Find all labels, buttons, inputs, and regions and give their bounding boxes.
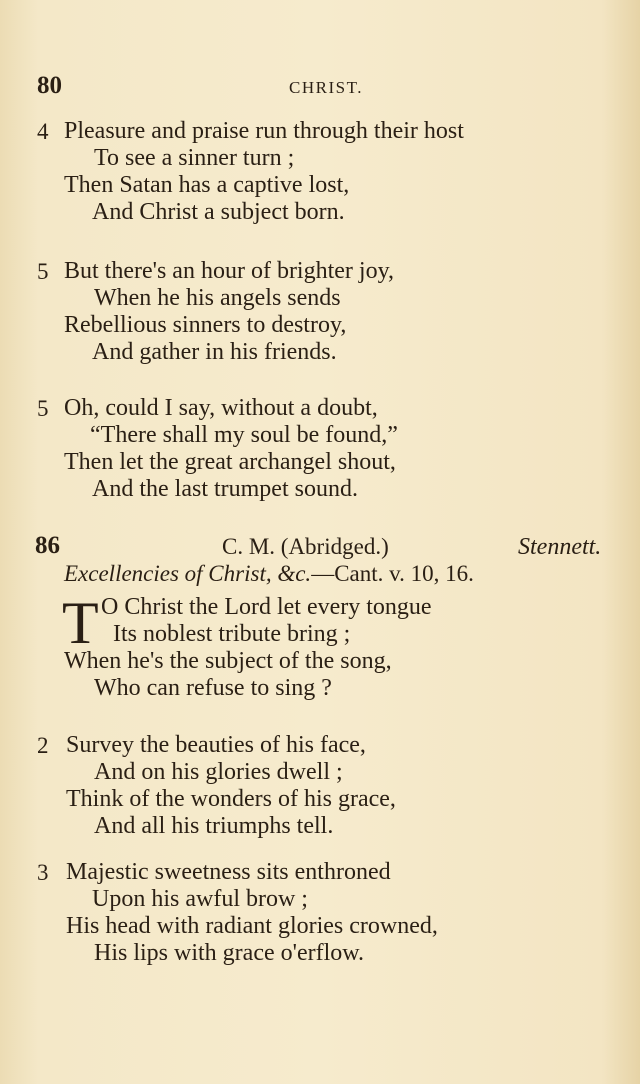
verse-line: Then let the great archangel shout, bbox=[64, 449, 396, 475]
verse-line: And all his triumphs tell. bbox=[94, 813, 334, 839]
verse-line: His head with radiant glories crowned, bbox=[66, 913, 438, 939]
verse-line: “There shall my soul be found,” bbox=[90, 422, 398, 448]
verse-line: When he's the subject of the song, bbox=[64, 648, 392, 674]
verse-line: Majestic sweetness sits enthroned bbox=[66, 859, 391, 885]
verse-line: But there's an hour of brighter joy, bbox=[64, 258, 395, 284]
verse-line: Oh, could I say, without a doubt, bbox=[64, 395, 378, 421]
drop-cap: T bbox=[62, 590, 99, 656]
verse-line: Upon his awful brow ; bbox=[92, 886, 308, 912]
verse-line: Think of the wonders of his grace, bbox=[66, 786, 396, 812]
verse-line: O Christ the Lord let every tongue bbox=[101, 594, 432, 620]
stanza-number: 4 bbox=[37, 119, 49, 144]
verse-line: When he his angels sends bbox=[94, 285, 341, 311]
hymn-number: 86 bbox=[35, 532, 60, 559]
verse-line: To see a sinner turn ; bbox=[94, 145, 295, 171]
scripture-reference: —Cant. v. 10, 16. bbox=[311, 561, 474, 586]
verse-line: Rebellious sinners to destroy, bbox=[64, 312, 347, 338]
stanza-number: 5 bbox=[37, 259, 49, 284]
subtitle-title: Excellencies of Christ, &c. bbox=[64, 561, 312, 586]
hymn-author: Stennett. bbox=[518, 534, 602, 560]
hymn-subtitle bbox=[64, 561, 474, 587]
verse-line: And Christ a subject born. bbox=[92, 199, 345, 225]
verse-line: His lips with grace o'erflow. bbox=[94, 940, 365, 966]
verse-line: Survey the beauties of his face, bbox=[66, 732, 366, 758]
verse-line: Then Satan has a captive lost, bbox=[64, 172, 350, 198]
stanza-number: 2 bbox=[37, 733, 49, 758]
verse-line: And gather in his friends. bbox=[92, 339, 337, 365]
hymn-meter: C. M. (Abridged.) bbox=[222, 534, 389, 559]
verse-line: Its noblest tribute bring ; bbox=[113, 621, 351, 647]
stanza-number: 5 bbox=[37, 396, 49, 421]
page-number: 80 bbox=[37, 72, 62, 99]
stanza-number: 3 bbox=[37, 860, 49, 885]
verse-line: And on his glories dwell ; bbox=[94, 759, 343, 785]
running-title: CHRIST. bbox=[289, 78, 363, 97]
verse-line: Who can refuse to sing ? bbox=[94, 675, 332, 701]
verse-line: And the last trumpet sound. bbox=[92, 476, 358, 502]
verse-line: Pleasure and praise run through their host bbox=[64, 118, 464, 144]
